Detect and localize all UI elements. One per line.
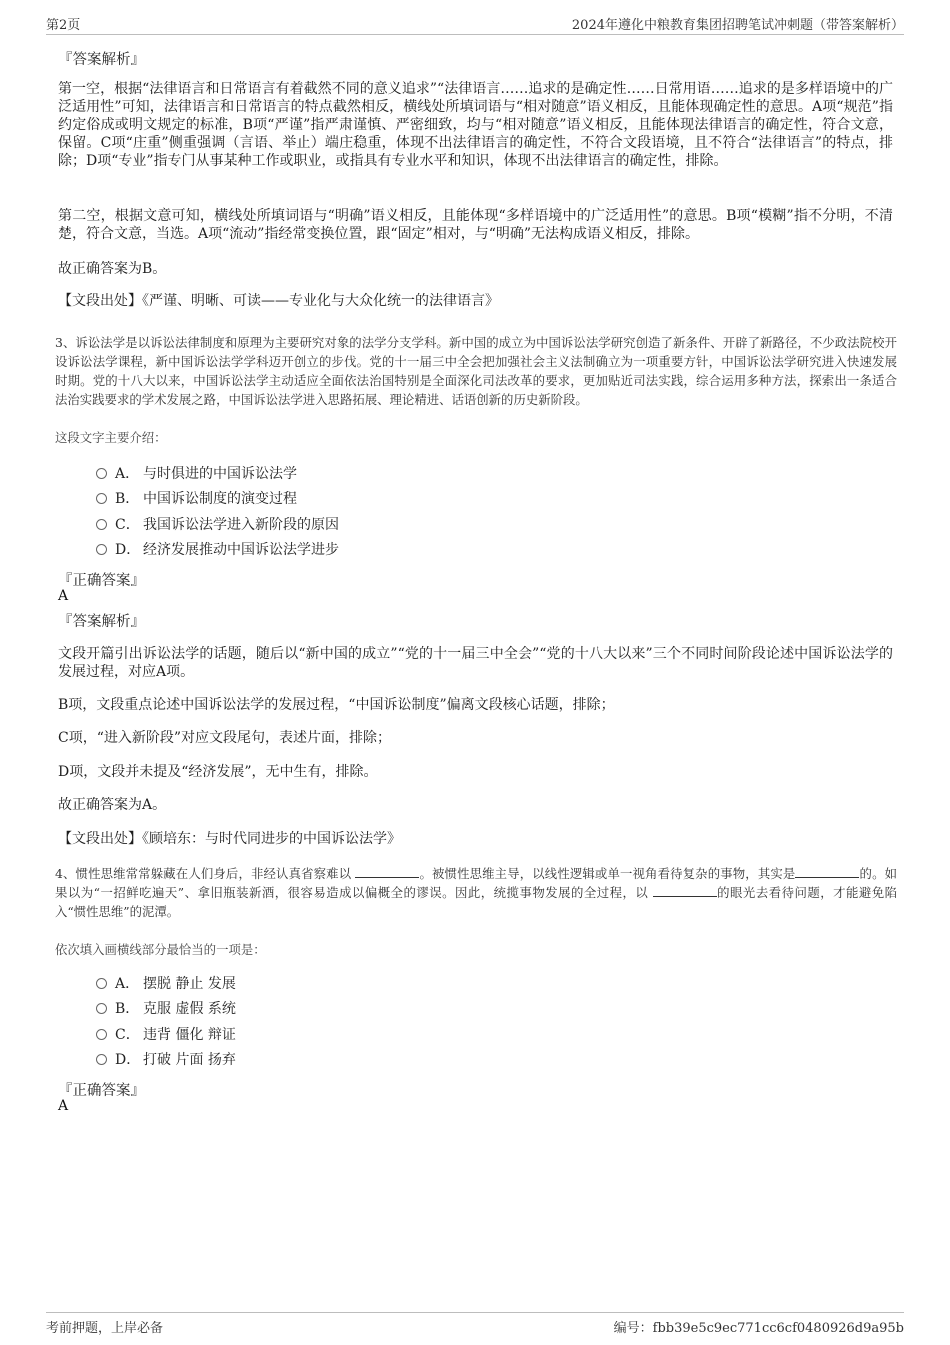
question-4-stem: 4、惯性思维常常躲藏在人们身后，非经认真省察难以 。被惯性思维主导，以线性逻辑或单一视角看待复杂的事物，其实是 的。如果以为“一招鲜吃遍天”、拿旧瓶装新酒，很容易造成以偏概全的谬误。因此，统揽事物发展的全过程，以 的眼光去看待问题，才能避免陷入“惯性思维”的泥潭。 xyxy=(55,866,898,919)
analysis-conclusion: 故正确答案为B。 xyxy=(58,261,167,277)
analysis-paragraph-1: 第一空，根据“法律语言和日常语言有着截然不同的意义追求”“法律语言……追求的是确定性……日常用语……追求的是多样语境中的广泛适用性”可知，法律语言和日常语言的特点截然相反，横线处所填词语与“相对随意”语义相反，且能体现确定性的意思。A项“规范”指约定俗成或明文规定的标准，B项“严谨”指严肃谨慎、严密细致，均与“相对随意”语义相反，且能体现法律语言的确定性，符合文意，保留。C项“庄重”侧重强调（言语、举止）端庄稳重，体现不出法律语言的确定性，不符合文段语境，且不符合“法律语言”的特点，排除；D项“专业”指专门从事某种工作或职业，或指具有专业水平和知识，体现不出法律语言的确定性，排除。 xyxy=(58,81,893,169)
correct-answer-label: 『正确答案』 xyxy=(58,1083,145,1099)
analysis-paragraph-2: B项，文段重点论述中国诉讼法学的发展过程，“中国诉讼制度”偏离文段核心话题，排除； xyxy=(58,697,615,713)
correct-answer-value: A xyxy=(58,588,69,604)
page-number: 第2页 xyxy=(46,18,81,33)
analysis-conclusion: 故正确答案为A。 xyxy=(58,797,167,813)
correct-answer-label: 『正确答案』 xyxy=(58,573,145,589)
question-4-option-c[interactable]: C． 违背 僵化 辩证 xyxy=(96,1025,236,1045)
question-4-option-a[interactable]: A． 摆脱 静止 发展 xyxy=(96,974,236,994)
document-title: 2024年遵化中粮教育集团招聘笔试冲刺题（带答案解析） xyxy=(571,18,904,33)
question-3-option-c[interactable]: C． 我国诉讼法学进入新阶段的原因 xyxy=(96,515,339,535)
page-footer xyxy=(46,1312,904,1336)
radio-icon[interactable] xyxy=(96,1029,107,1040)
question-3-option-a[interactable]: A． 与时俱进的中国诉讼法学 xyxy=(96,464,297,484)
fill-blank-1 xyxy=(355,865,419,878)
analysis-paragraph-1: 文段开篇引出诉讼法学的话题，随后以“新中国的成立”“党的十一届三中全会”“党的十八大以来”三个不同时间阶段论述中国诉讼法学的发展过程，对应A项。 xyxy=(58,646,893,680)
question-3-stem: 3、诉讼法学是以诉讼法律制度和原理为主要研究对象的法学分支学科。新中国的成立为中国诉讼法学研究创造了新条件、开辟了新路径，不少政法院校开设诉讼法学课程，新中国诉讼法学学科迈开创立的步伐。党的十一届三中全会把加强社会主义法制确立为一项重要方针，中国诉讼法学研究进入快速发展时期。党的十八大以来，中国诉讼法学主动适应全面依法治国特别是全面深化司法改革的要求，更加贴近司法实践，综合运用多种方法，探索出一条适合法治实践要求的学术发展之路，中国诉讼法学进入思路拓展、理论精进、话语创新的历史新阶段。 xyxy=(55,335,897,407)
correct-answer-value: A xyxy=(58,1098,69,1114)
question-3-prompt: 这段文字主要介绍： xyxy=(55,430,167,445)
analysis-paragraph-3: C项，“进入新阶段”对应文段尾句，表述片面，排除； xyxy=(58,730,392,746)
source-citation: 【文段出处】《严谨、明晰、可读——专业化与大众化统一的法律语言》 xyxy=(58,293,499,309)
radio-icon[interactable] xyxy=(96,1054,107,1065)
radio-icon[interactable] xyxy=(96,978,107,989)
footer-slogan: 考前押题，上岸必备 xyxy=(46,1321,164,1336)
radio-icon[interactable] xyxy=(96,544,107,555)
analysis-paragraph-4: D项，文段并未提及“经济发展”，无中生有，排除。 xyxy=(58,764,378,780)
question-4-option-d[interactable]: D． 打破 片面 扬弃 xyxy=(96,1050,236,1070)
question-3-option-d[interactable]: D． 经济发展推动中国诉讼法学进步 xyxy=(96,540,339,560)
radio-icon[interactable] xyxy=(96,468,107,479)
question-3-option-b[interactable]: B． 中国诉讼制度的演变过程 xyxy=(96,489,297,509)
source-citation: 【文段出处】《顾培东：与时代同进步的中国诉讼法学》 xyxy=(58,831,401,847)
document-id: 编号：fbb39e5c9ec771cc6cf0480926d9a95b xyxy=(613,1321,904,1336)
radio-icon[interactable] xyxy=(96,493,107,504)
question-4-prompt: 依次填入画横线部分最恰当的一项是： xyxy=(55,942,266,957)
fill-blank-2 xyxy=(795,865,859,878)
analysis-label: 『答案解析』 xyxy=(58,52,145,68)
page-header xyxy=(46,14,904,35)
analysis-paragraph-2: 第二空，根据文意可知，横线处所填词语与“明确”语义相反，且能体现“多样语境中的广泛适用性”的意思。B项“模糊”指不分明，不清楚，符合文意，当选。A项“流动”指经常变换位置，跟“固定”相对，与“明确”无法构成语义相反，排除。 xyxy=(58,208,893,242)
radio-icon[interactable] xyxy=(96,519,107,530)
radio-icon[interactable] xyxy=(96,1003,107,1014)
fill-blank-3 xyxy=(653,884,717,897)
analysis-label: 『答案解析』 xyxy=(58,614,145,630)
question-4-option-b[interactable]: B． 克服 虚假 系统 xyxy=(96,999,236,1019)
